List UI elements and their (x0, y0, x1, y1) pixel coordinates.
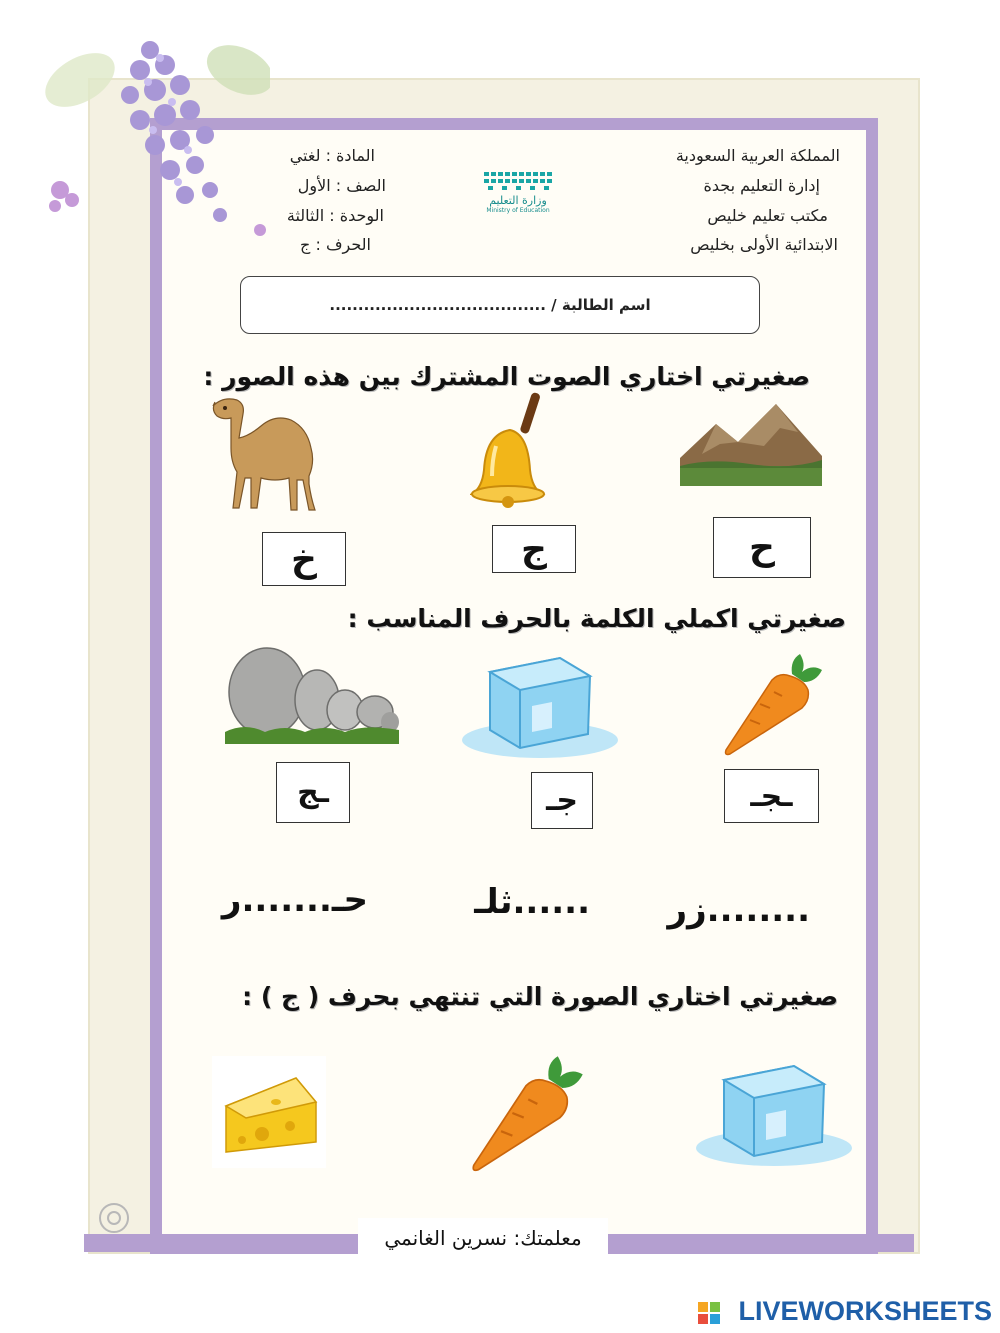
carrot-option-image[interactable] (466, 1054, 586, 1172)
q2-option-start[interactable]: جـ (531, 772, 593, 829)
q1-option-kha[interactable]: خ (262, 532, 346, 586)
liveworksheets-icon (698, 1300, 722, 1324)
q2-word-stone[interactable]: حـ.......ر (221, 880, 368, 920)
header-left-line-2: الصف : الأول (297, 176, 386, 195)
ministry-logo (478, 168, 558, 228)
bell-image (470, 392, 550, 510)
question1-title: صغيرتي اختاري الصوت المشترك بين هذه الصور : (203, 362, 810, 391)
header-right-line-1: المملكة العربية السعودية (675, 146, 840, 165)
mountain-image (680, 398, 822, 486)
header-left-line-4: الحرف : ج (300, 235, 371, 254)
logo-english-text: Ministry of Education (486, 207, 550, 214)
header-right-line-3: مكتب تعليم خليص (707, 206, 828, 225)
header-left-line-1: المادة : لغتي (289, 146, 375, 165)
cheese-image[interactable] (212, 1056, 326, 1168)
header-left-line-3: الوحدة : الثالثة (286, 206, 384, 225)
ice-cube-image (460, 652, 620, 760)
small-ornament (96, 1200, 132, 1236)
liveworksheets-logo[interactable]: LIVEWORKSHEETS (738, 1296, 992, 1326)
q1-option-jeem[interactable]: ج (492, 525, 576, 573)
ice-cube-option-image[interactable] (694, 1060, 854, 1168)
header-right-line-2: إدارة التعليم بجدة (703, 176, 820, 195)
q2-option-end[interactable]: ـج (276, 762, 350, 823)
rocks-image (225, 632, 399, 744)
carrot-image (720, 652, 824, 756)
student-name-label: اسم الطالبة / ...................................... (329, 296, 651, 314)
q1-option-haa[interactable]: ح (713, 517, 811, 578)
q2-word-carrot[interactable]: ........زر (667, 890, 810, 930)
lilac-flower-decoration (20, 10, 270, 250)
logo-arabic-text: وزارة التعليم (489, 194, 547, 207)
camel-image (205, 392, 330, 524)
question2-title: صغيرتي اكملي الكلمة بالحرف المناسب : (347, 604, 846, 633)
teacher-name: معلمتك: نسرين الغانمي (358, 1218, 608, 1258)
q2-word-ice[interactable]: ......ثلـ (474, 882, 590, 922)
q2-option-middle[interactable]: ـجـ (724, 769, 819, 823)
header-right-line-4: الابتدائية الأولى بخليص (690, 235, 838, 254)
question3-title: صغيرتي اختاري الصورة التي تنتهي بحرف ( ج ) : (242, 982, 838, 1011)
